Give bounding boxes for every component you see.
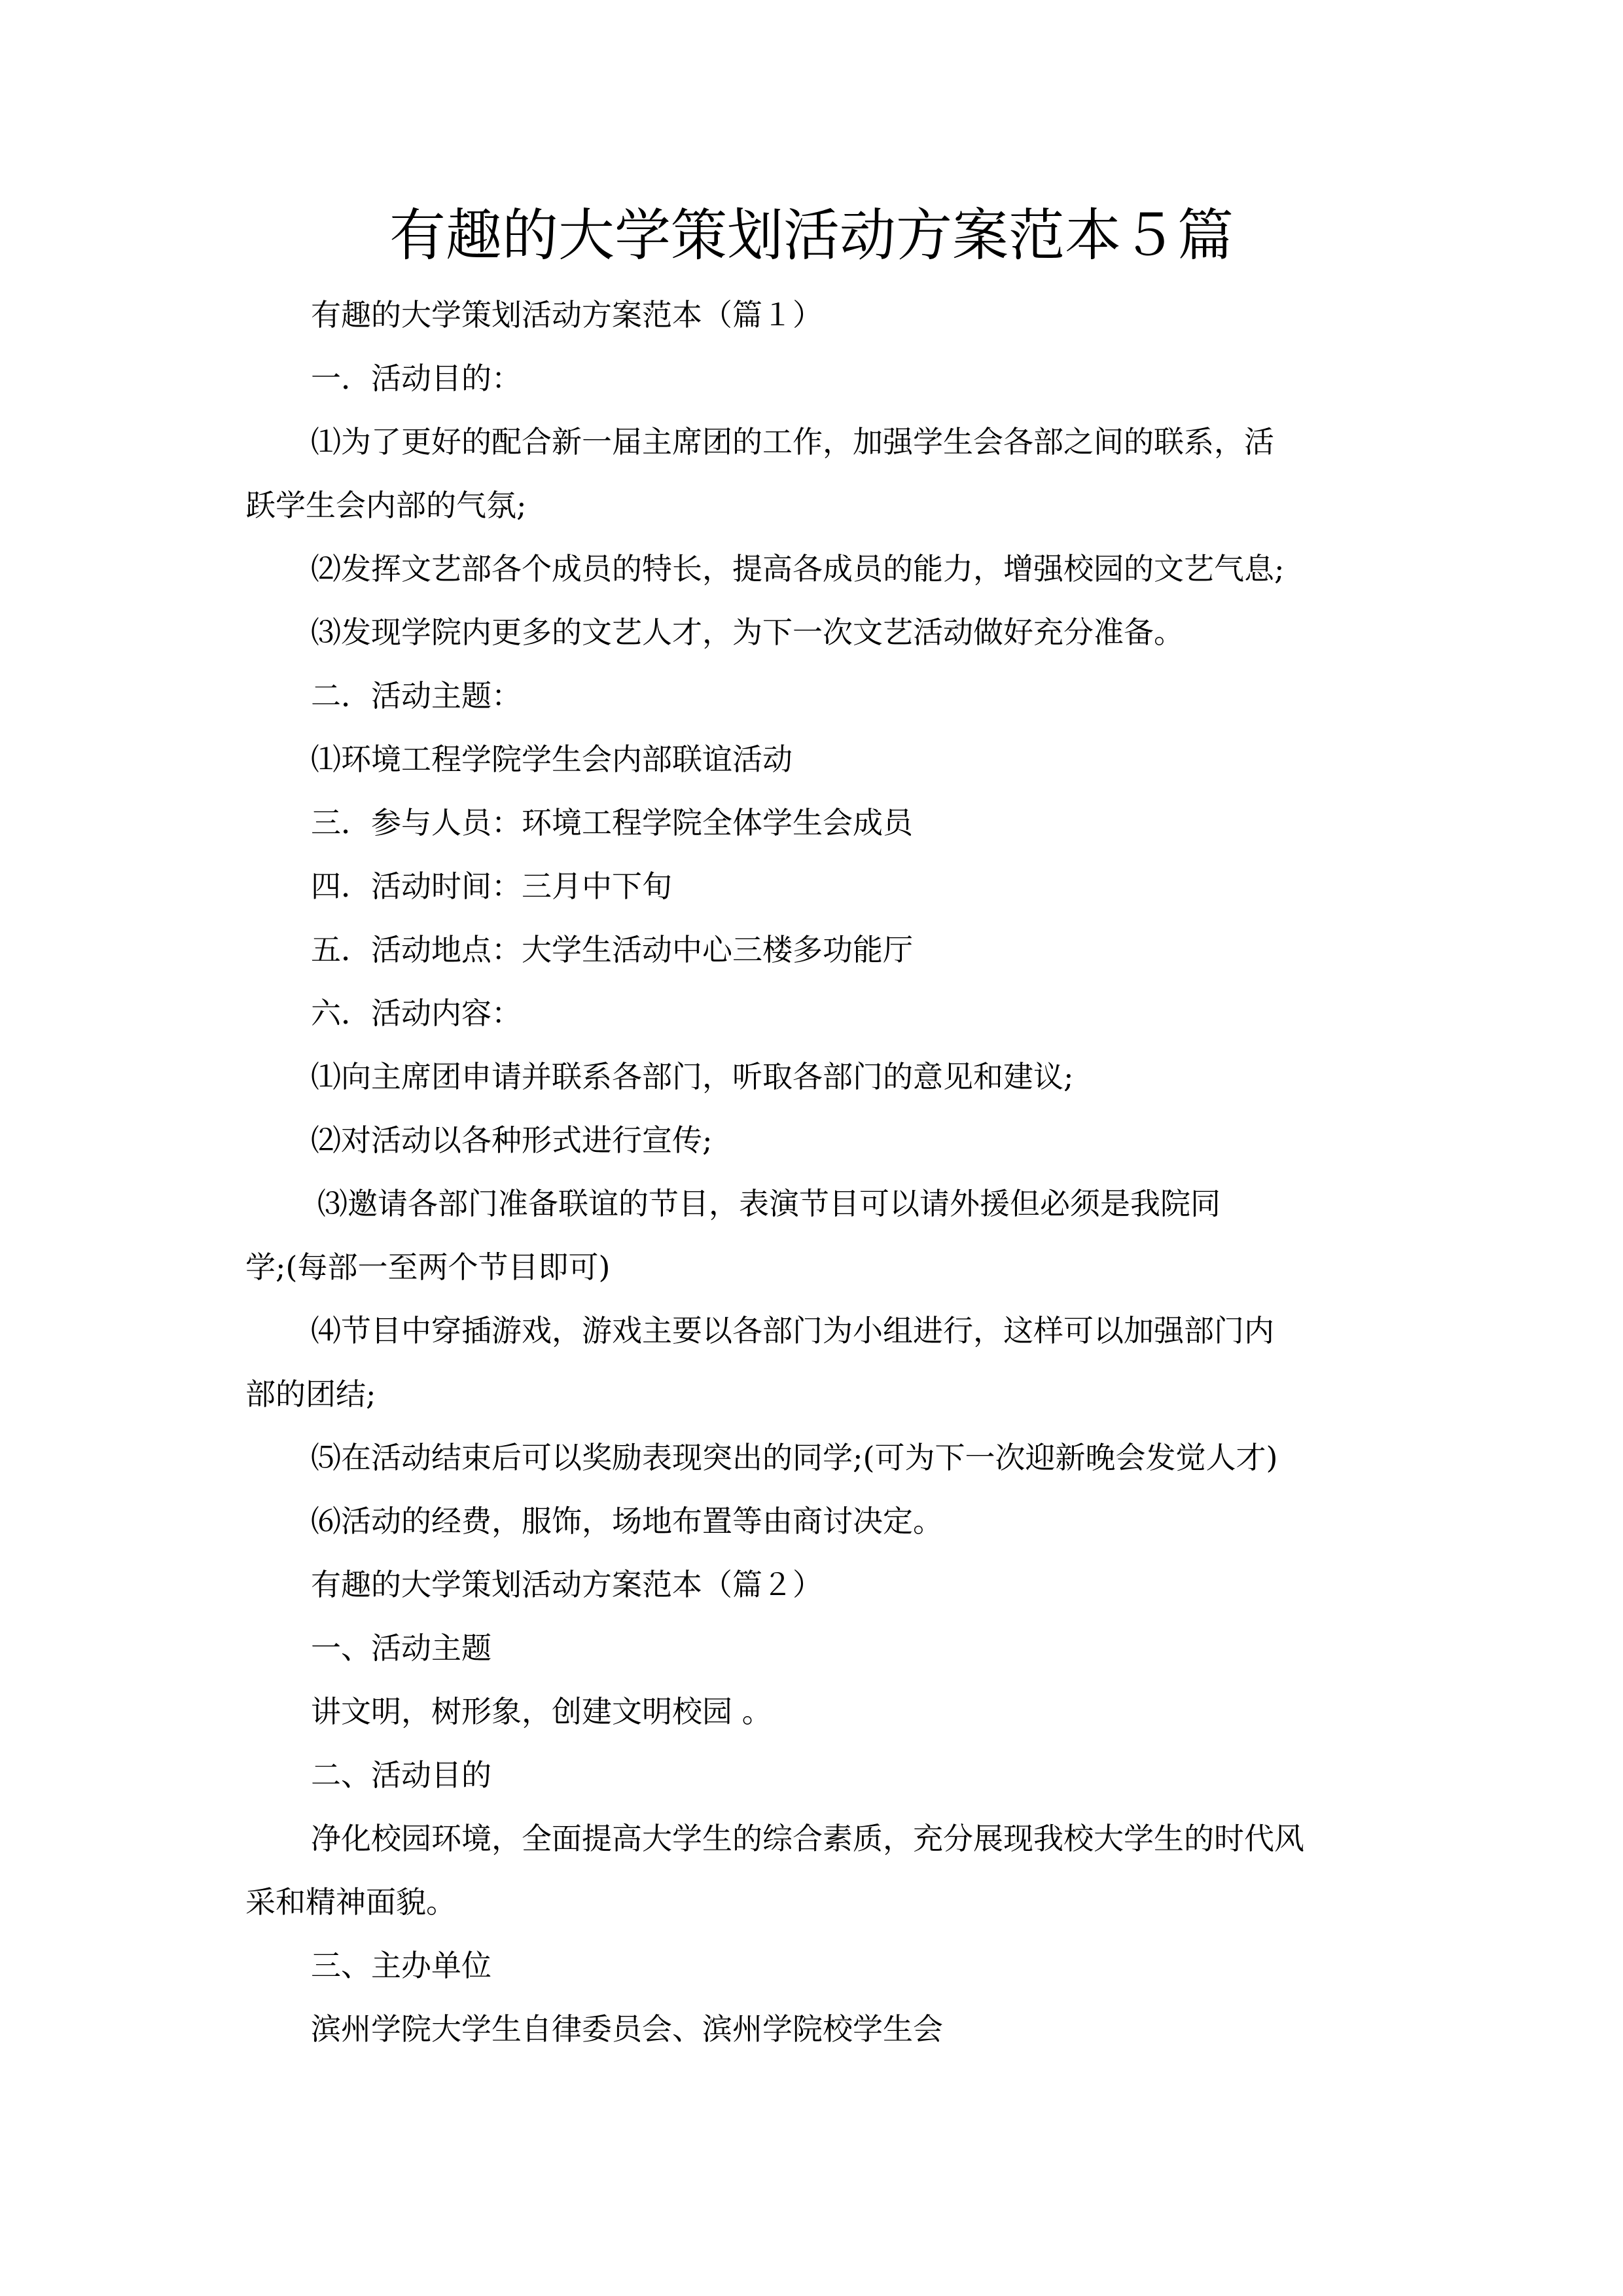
section-heading-part-2: 有趣的大学策划活动方案范本（篇２） — [311, 1567, 823, 1602]
paragraph-line: 学;(每部一至两个节目即可) — [245, 1249, 611, 1285]
paragraph-line: ⑴为了更好的配合新一届主席团的工作，加强学生会各部之间的联系，活 — [311, 424, 1274, 459]
paragraph-line: 采和精神面貌。 — [245, 1884, 456, 1920]
paragraph-line: 滨州学院大学生自律委员会、滨州学院校学生会 — [311, 2011, 943, 2047]
paragraph-line: 讲文明，树形象，创建文明校园 。 — [311, 1694, 772, 1729]
paragraph-line: ⑶邀请各部门准备联谊的节目，表演节目可以请外援但必须是我院同 — [317, 1186, 1221, 1221]
paragraph-line: ⑷节目中穿插游戏，游戏主要以各部门为小组进行，这样可以加强部门内 — [311, 1313, 1274, 1348]
paragraph-line: 三、主办单位 — [311, 1948, 491, 1983]
paragraph-line: 五．活动地点：大学生活动中心三楼多功能厅 — [311, 932, 913, 967]
paragraph-line: ⑵发挥文艺部各个成员的特长，提高各成员的能力，增强校园的文艺气息; — [311, 551, 1285, 586]
paragraph-line: 二．活动主题： — [311, 678, 522, 713]
paragraph-line: ⑶发现学院内更多的文艺人才，为下一次文艺活动做好充分准备。 — [311, 615, 1184, 650]
paragraph-line: 一、活动主题 — [311, 1630, 491, 1666]
paragraph-line: 三．参与人员：环境工程学院全体学生会成员 — [311, 805, 913, 840]
section-heading-part-1: 有趣的大学策划活动方案范本（篇１） — [311, 297, 823, 332]
paragraph-line: 四．活动时间：三月中下旬 — [311, 869, 672, 904]
paragraph-line: ⑸在活动结束后可以奖励表现突出的同学;(可为下一次迎新晚会发觉人才) — [311, 1440, 1278, 1475]
paragraph-line: ⑹活动的经费，服饰，场地布置等由商讨决定。 — [311, 1503, 943, 1539]
paragraph-line: 跃学生会内部的气氛; — [245, 488, 527, 523]
document-title: 有趣的大学策划活动方案范本５篇 — [389, 203, 1234, 268]
paragraph-line: 六．活动内容： — [311, 996, 522, 1031]
paragraph-line: ⑴向主席团申请并联系各部门，听取各部门的意见和建议; — [311, 1059, 1074, 1094]
paragraph-line: 一．活动目的： — [311, 361, 522, 396]
paragraph-line: ⑴环境工程学院学生会内部联谊活动 — [311, 742, 793, 777]
paragraph-line: 净化校园环境，全面提高大学生的综合素质，充分展现我校大学生的时代风 — [311, 1821, 1304, 1856]
paragraph-line: ⑵对活动以各种形式进行宣传; — [311, 1122, 713, 1158]
paragraph-line: 二、活动目的 — [311, 1757, 491, 1793]
paragraph-line: 部的团结; — [245, 1376, 376, 1412]
